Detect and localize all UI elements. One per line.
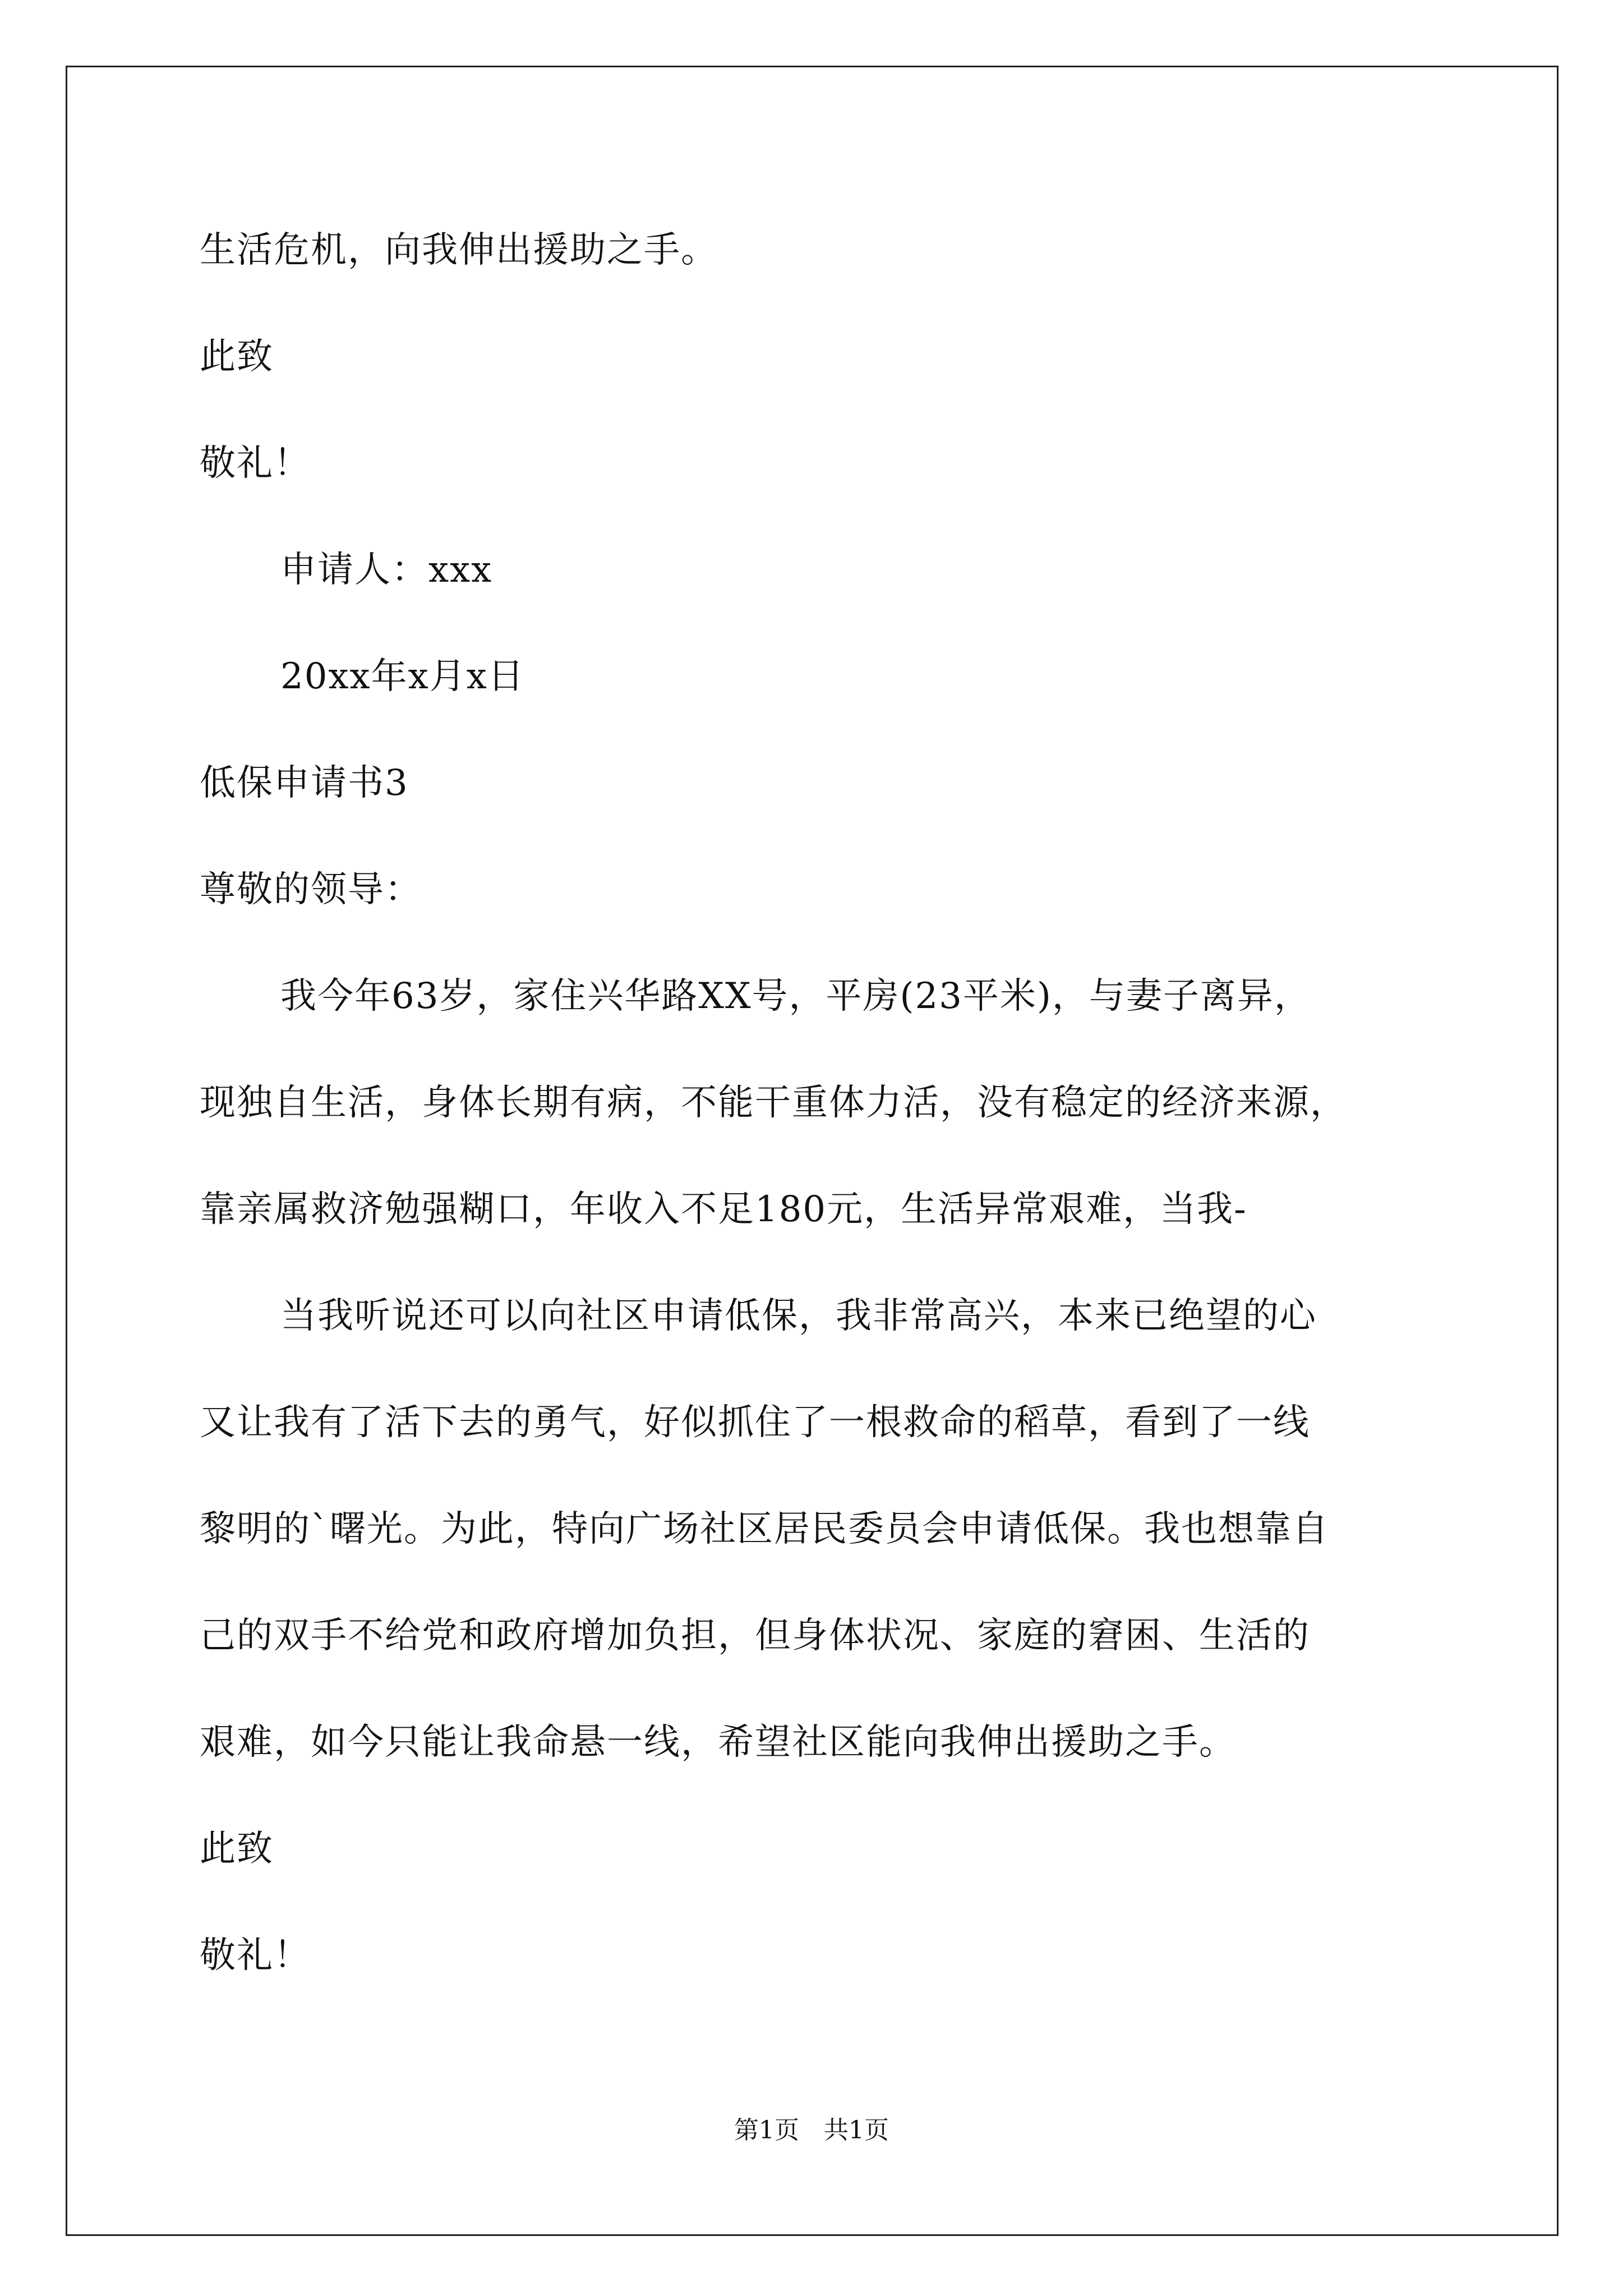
body-line: 黎明的`曙光。为此，特向广场社区居民委员会申请低保。我也想靠自 [200, 1508, 1329, 1550]
body-line: 生活危机，向我伸出援助之手。 [200, 229, 718, 271]
applicant-signature: 申请人：xxx [280, 549, 493, 591]
body-line: 艰难，如今只能让我命悬一线，希望社区能向我伸出援助之手。 [200, 1722, 1236, 1763]
closing-salutation: 此致 [200, 1828, 274, 1870]
page-border [66, 66, 1559, 2236]
body-line: 靠亲属救济勉强糊口，年收入不足180元，生活异常艰难，当我- [200, 1189, 1247, 1230]
page-total: 共1页 [824, 2116, 889, 2145]
section-title: 低保申请书3 [200, 762, 409, 804]
closing-regards: 敬礼！ [200, 1935, 311, 1976]
body-line: 当我听说还可以向社区申请低保，我非常高兴，本来已绝望的心 [280, 1295, 1317, 1337]
page-number: 第1页 [734, 2116, 799, 2145]
closing-regards: 敬礼！ [200, 443, 311, 484]
signature-date: 20xx年x月x日 [280, 656, 525, 697]
body-line: 己的双手不给党和政府增加负担，但身体状况、家庭的窘困、生活的 [200, 1615, 1310, 1657]
closing-salutation: 此致 [200, 336, 274, 378]
body-line: 现独自生活，身体长期有病，不能干重体力活，没有稳定的经济来源， [200, 1082, 1347, 1124]
greeting: 尊敬的领导： [200, 869, 422, 910]
page-footer [0, 2115, 1623, 2146]
body-line: 又让我有了活下去的勇气，好似抓住了一根救命的稻草，看到了一线 [200, 1402, 1310, 1443]
body-line: 我今年63岁，家住兴华路XX号，平房(23平米)，与妻子离异， [280, 976, 1311, 1017]
